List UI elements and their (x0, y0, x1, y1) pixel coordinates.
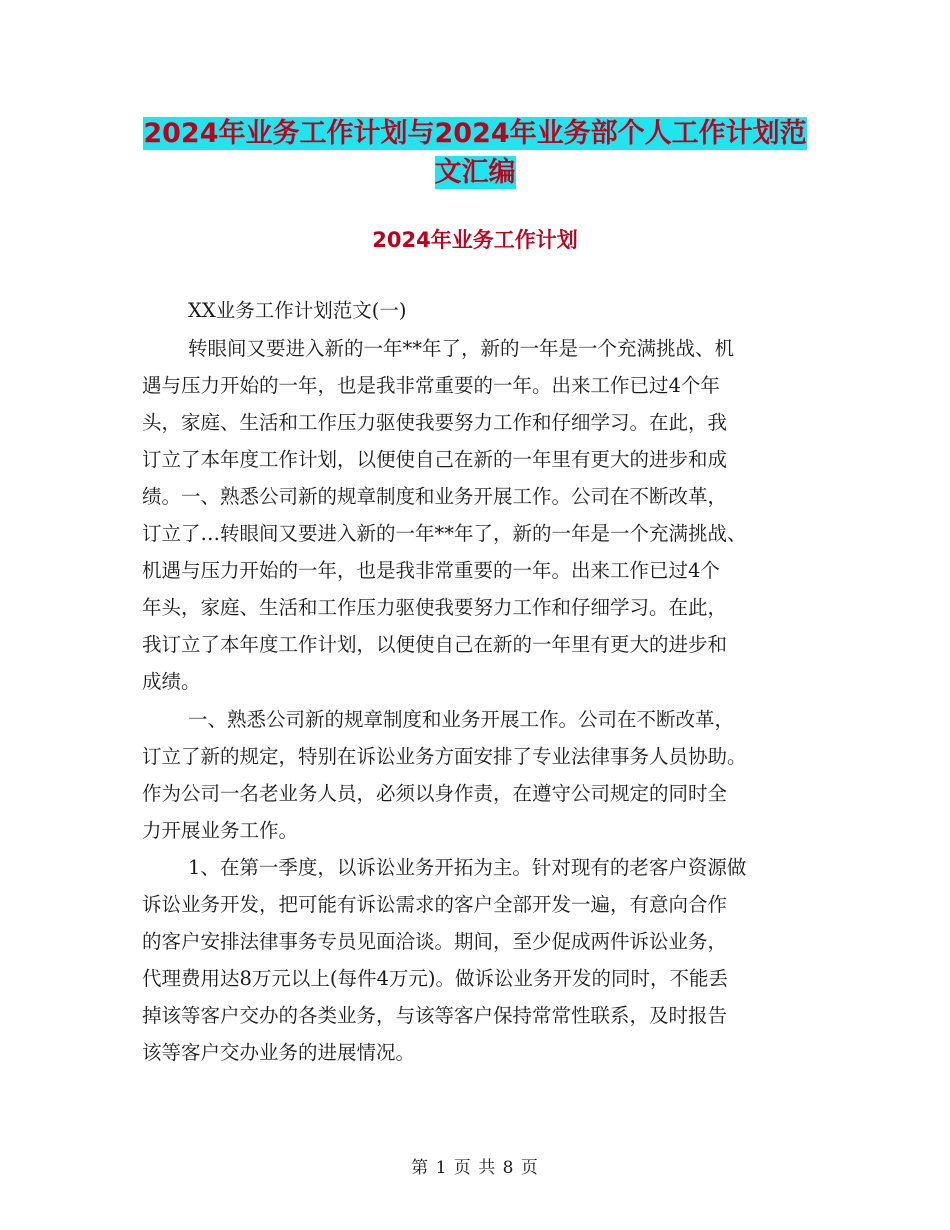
text-line: 诉讼业务开发，把可能有诉讼需求的客户全部开发一遍，有意向合作 (142, 893, 728, 916)
text-line: 订立了…转眼间又要进入新的一年**年了，新的一年是一个充满挑战、 (142, 522, 747, 545)
text-line: 掉该等客户交办的各类业务，与该等客户保持常常性联系，及时报告 (142, 1004, 728, 1027)
text-line: 头，家庭、生活和工作压力驱使我要努力工作和仔细学习。在此，我 (142, 411, 728, 434)
text-line: 我订立了本年度工作计划，以便使自己在新的一年里有更大的进步和 (142, 633, 728, 656)
text-line: 订立了新的规定，特别在诉讼业务方面安排了专业法律事务人员协助。 (142, 745, 747, 768)
document-title-text-2: 文汇编 (434, 157, 516, 188)
text-line: 的客户安排法律事务专员见面洽谈。期间，至少促成两件诉讼业务， (142, 930, 728, 953)
text-line: 绩。一、熟悉公司新的规章制度和业务开展工作。公司在不断改革， (142, 485, 728, 508)
document-title-text-1: 2024年业务工作计划与2024年业务部个人工作计划范 (143, 118, 807, 149)
page-number-footer: 第 1 页 共 8 页 (411, 1158, 539, 1178)
text-line: 代理费用达8万元以上(每件4万元)。做诉讼业务开发的同时，不能丢 (142, 967, 729, 990)
text-line: 一、熟悉公司新的规章制度和业务开展工作。公司在不断改革， (188, 708, 735, 731)
text-line: 成绩。 (142, 670, 201, 693)
text-line: 机遇与压力开始的一年，也是我非常重要的一年。出来工作已过4个 (142, 559, 720, 582)
text-line: 1、在第一季度，以诉讼业务开拓为主。针对现有的老客户资源做 (188, 856, 747, 879)
text-line: XX业务工作计划范文(一) (188, 299, 407, 322)
text-line: 该等客户交办业务的进展情况。 (142, 1041, 416, 1064)
document-title-line-2 (0, 150, 950, 196)
text-line: 力开展业务工作。 (142, 819, 299, 842)
text-line: 转眼间又要进入新的一年**年了，新的一年是一个充满挑战、机 (188, 337, 735, 360)
text-line: 遇与压力开始的一年，也是我非常重要的一年。出来工作已过4个年 (142, 374, 720, 397)
text-line: 年头，家庭、生活和工作压力驱使我要努力工作和仔细学习。在此， (142, 596, 728, 619)
text-line: 订立了本年度工作计划，以便使自己在新的一年里有更大的进步和成 (142, 448, 728, 471)
section-heading: 2024年业务工作计划 (372, 228, 578, 252)
text-line: 作为公司一名老业务人员，必须以身作责，在遵守公司规定的同时全 (142, 782, 728, 805)
